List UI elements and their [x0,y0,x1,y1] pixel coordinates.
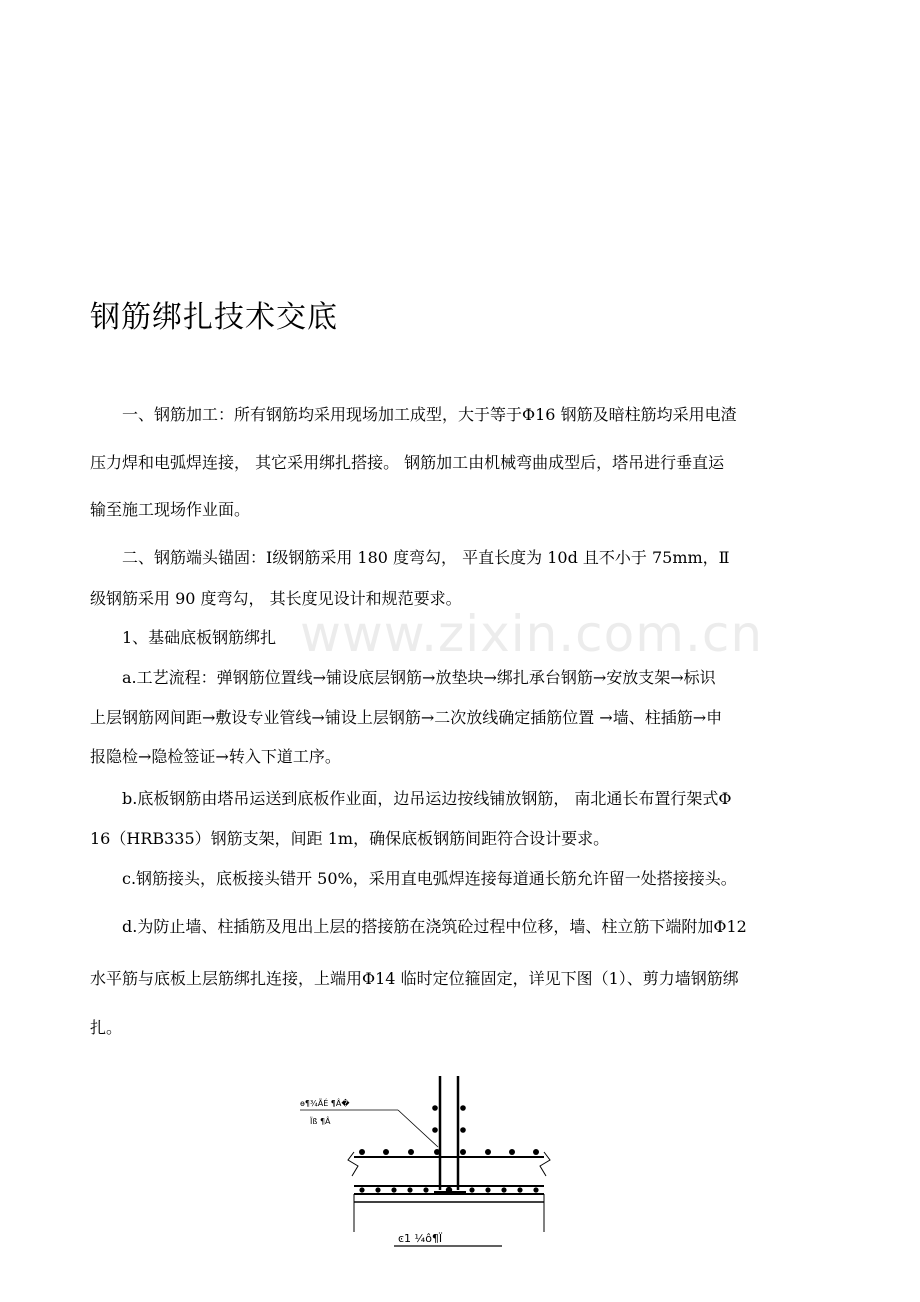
text-line: 16（HRB335）钢筋支架，间距 1m，确保底板钢筋间距符合设计要求。 [90,829,610,848]
text-line: 水平筋与底板上层筋绑扎连接，上端用Φ14 临时定位箍固定，详见下图（1）、剪力墙钢筋绑 [90,969,739,988]
text-line: a.工艺流程：弹钢筋位置线→铺设底层钢筋→放垫块→绑扎承台钢筋→安放支架→标识 [122,668,716,687]
watermark: www.zixin.com.cn [300,605,764,663]
text-line: 一、钢筋加工：所有钢筋均采用现场加工成型，大于等于Φ16 钢筋及暗柱筋均采用电渣 [122,405,737,424]
text-line: 报隐检→隐检签证→转入下道工序。 [90,747,341,766]
document-title: 钢筋绑扎技术交底 [90,300,338,335]
text-line: 输至施工现场作业面。 [90,500,251,519]
text-line: 压力焊和电弧焊连接， 其它采用绑扎搭接。 钢筋加工由机械弯曲成型后，塔吊进行垂直运 [90,453,725,472]
text-line: 扎。 [90,1018,123,1037]
rebar-diagram [290,1072,570,1252]
text-line: 二、钢筋端头锚固：Ⅰ级钢筋采用 180 度弯勾， 平直长度为 10d 且不小于 75mm，Ⅱ [122,548,730,567]
text-line: b.底板钢筋由塔吊运送到底板作业面，边吊运边按线铺放钢筋， 南北通长布置行架式Φ [122,789,732,808]
figure-label-mid: Ïß ¶Â [310,1117,331,1126]
text-line: 上层钢筋网间距→敷设专业管线→铺设上层钢筋→二次放线确定插筋位置 →墙、柱插筋→申 [90,708,723,727]
text-line: c.钢筋接头，底板接头错开 50%，采用直电弧焊连接每道通长筋允许留一处搭接接头。 [122,869,737,888]
figure-caption: ͼ1 ¼ô¶Ï [398,1232,443,1245]
text-line: d.为防止墙、柱插筋及甩出上层的搭接筋在浇筑砼过程中位移，墙、柱立筋下端附加Φ12 [122,917,747,936]
section-heading: 1、基础底板钢筋绑扎 [122,628,277,647]
figure-label-top: ѳ¶¾ÃÉ ¶Â� [300,1099,350,1108]
text-line: 级钢筋采用 90 度弯勾， 其长度见设计和规范要求。 [90,589,462,608]
